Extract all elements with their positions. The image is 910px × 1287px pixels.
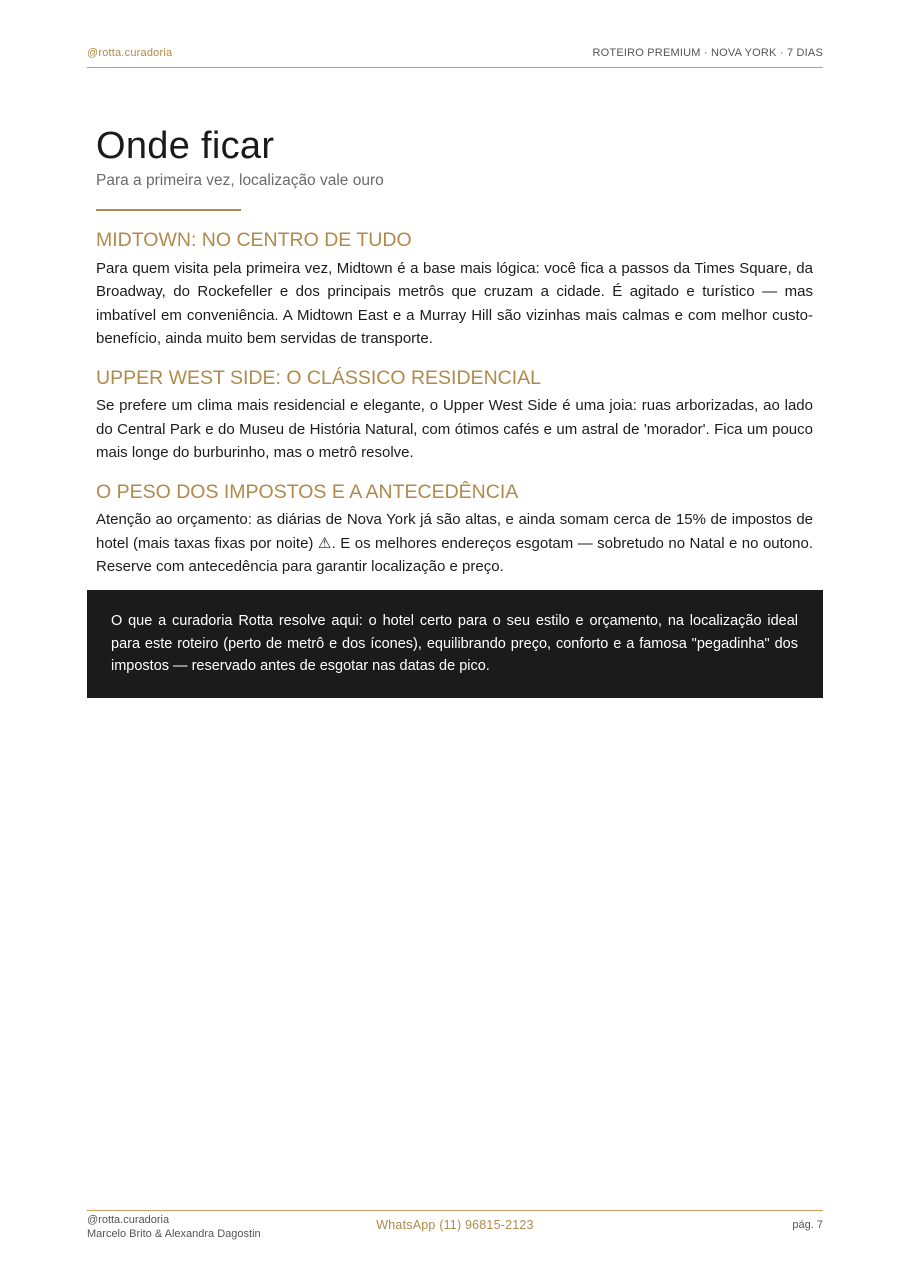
curadoria-callout-box: [87, 590, 823, 698]
footer-authors: Marcelo Brito & Alexandra Dagostin: [87, 1228, 261, 1240]
header-document-title: ROTEIRO PREMIUM · NOVA YORK · 7 DIAS: [592, 47, 823, 59]
footer-page-number: pág. 7: [792, 1219, 823, 1231]
section-heading-midtown: MIDTOWN: NO CENTRO DE TUDO: [96, 229, 412, 252]
header-brand: @rotta.curadoria: [87, 47, 173, 59]
section-heading-upper-west-side: UPPER WEST SIDE: O CLÁSSICO RESIDENCIAL: [96, 366, 541, 389]
main-content: [96, 120, 813, 579]
section-body-upper-west-side: Se prefere um clima mais residencial e elegante, o Upper West Side é uma joia: ruas arborizadas, ao lado do Central Park e do Museu de História Natural, com ótimos cafés e um astral de 'morador'. Fica um pouco mais longe do burburinho, mas o metrô resolve.: [96, 397, 813, 462]
footer-whatsapp-contact: WhatsApp (11) 96815-2123: [376, 1218, 534, 1232]
page-footer: [87, 1210, 823, 1251]
footer-handle: @rotta.curadoria: [87, 1214, 170, 1226]
page-subtitle: Para a primeira vez, localização vale ouro: [96, 171, 384, 189]
title-divider: [96, 209, 241, 211]
callout-text: O que a curadoria Rotta resolve aqui: o hotel certo para o seu estilo e orçamento, na localização ideal para este roteiro (perto de metrô e dos ícones), equilibrando preço, conforto e a famosa "pegadinha" dos impostos — reservado antes de esgotar nas datas de pico.: [111, 613, 798, 674]
page-header: [87, 45, 823, 68]
section-heading-taxes: O PESO DOS IMPOSTOS E A ANTECEDÊNCIA: [96, 480, 519, 503]
section-body-midtown: Para quem visita pela primeira vez, Midtown é a base mais lógica: você fica a passos da Times Square, da Broadway, do Rockefeller e dos principais metrôs que cruzam a cidade. É agitado e turístico — mas imbatível em conveniência. A Midtown East e a Murray Hill são vizinhas mais calmas e com melhor custo-benefício, ainda muito bem servidas de transporte.: [96, 259, 813, 348]
page-title: Onde ficar: [96, 125, 275, 167]
section-body-taxes: Atenção ao orçamento: as diárias de Nova York já são altas, e ainda somam cerca de 15% de impostos de hotel (mais taxas fixas por noite) ⚠. E os melhores endereços esgotam — sobretudo no Natal e no outono. Reserve com antecedência para garantir localização e preço.: [96, 511, 813, 576]
